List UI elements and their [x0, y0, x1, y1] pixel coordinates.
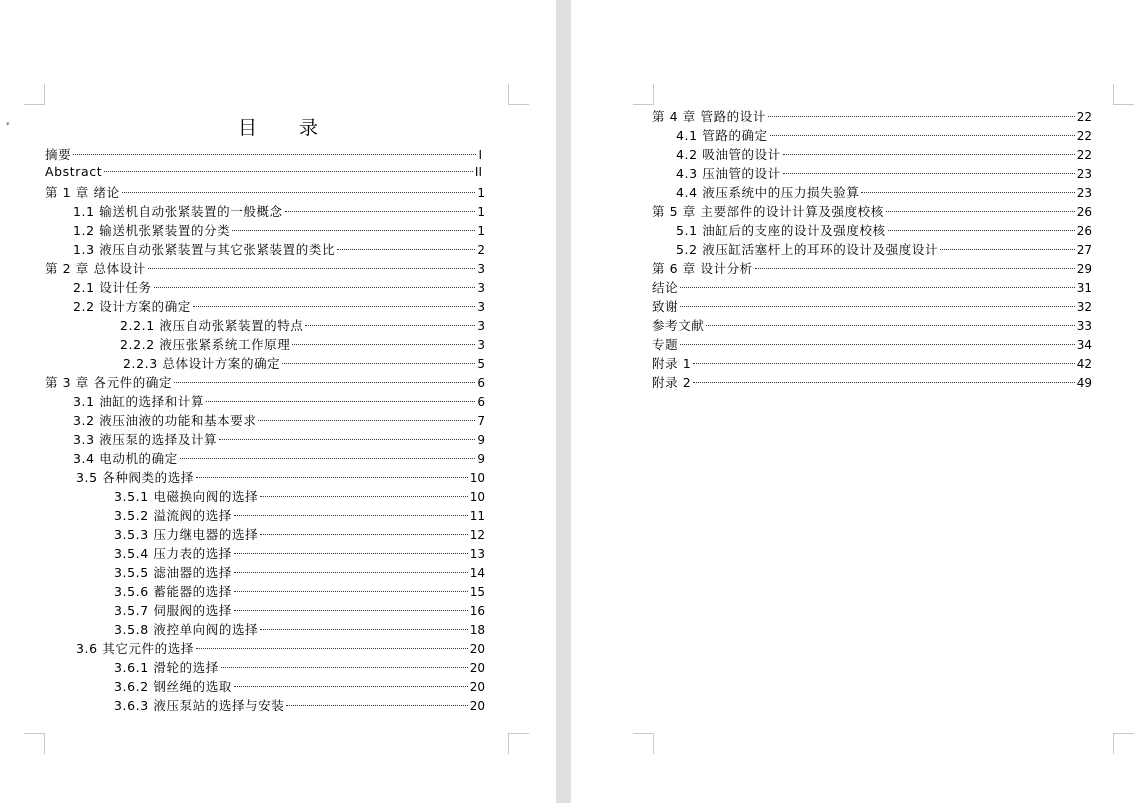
- dot-leader: [221, 667, 468, 668]
- toc-entry-page-number: 1: [477, 186, 485, 200]
- toc-entry-page-number: 32: [1076, 300, 1092, 314]
- toc-entry[interactable]: [652, 107, 1092, 126]
- toc-entry-page-number: 26: [1076, 224, 1092, 238]
- toc-entry-page-number: 5: [477, 357, 485, 371]
- toc-entry[interactable]: [45, 183, 485, 202]
- toc-entry-page-number: 6: [477, 376, 485, 390]
- toc-entry-page-number: 22: [1076, 148, 1092, 162]
- toc-entry-label: 2.1 设计任务: [73, 280, 152, 295]
- toc-entry[interactable]: [45, 373, 485, 392]
- toc-entry[interactable]: [73, 297, 485, 316]
- margin-corner-top-left: [24, 84, 45, 105]
- toc-entry-page-number: 23: [1076, 167, 1092, 181]
- dot-leader: [206, 401, 475, 402]
- toc-entry-page-number: 29: [1076, 262, 1092, 276]
- dot-leader: [73, 154, 476, 155]
- toc-entry-page-number: 3: [477, 262, 485, 276]
- dot-leader: [940, 249, 1075, 250]
- toc-entry-page-number: 31: [1076, 281, 1092, 295]
- toc-entry[interactable]: [45, 259, 485, 278]
- dot-leader: [770, 135, 1075, 136]
- dot-leader: [196, 477, 468, 478]
- toc-entry-page-number: I: [478, 148, 482, 162]
- toc-entry-page-number: 7: [477, 414, 485, 428]
- dot-leader: [148, 268, 475, 269]
- dot-leader: [122, 192, 476, 193]
- dot-leader: [706, 325, 1074, 326]
- margin-corner-top-left: [633, 84, 654, 105]
- toc-entry-label: 3.5.8 液控单向阀的选择: [114, 622, 259, 637]
- toc-entry-label: 第 1 章 绪论: [45, 185, 120, 200]
- dot-leader: [234, 591, 468, 592]
- toc-entry-label: 第 4 章 管路的设计: [652, 109, 766, 124]
- toc-entry-label: 3.6.3 液压泵站的选择与安装: [114, 698, 285, 713]
- dot-leader: [292, 344, 475, 345]
- toc-entry[interactable]: [652, 202, 1092, 221]
- dot-leader: [219, 439, 475, 440]
- dot-leader: [193, 306, 475, 307]
- dot-leader: [693, 363, 1074, 364]
- dot-leader: [768, 116, 1075, 117]
- toc-entry-page-number: 22: [1076, 110, 1092, 124]
- toc-entry-page-number: 6: [477, 395, 485, 409]
- toc-entry-page-number: 10: [469, 471, 485, 485]
- toc-entry-label: 3.6.1 滑轮的选择: [114, 660, 219, 675]
- toc-entry-label: 4.4 液压系统中的压力损失验算: [676, 185, 860, 200]
- dot-leader: [888, 230, 1075, 231]
- toc-entry-page-number: 11: [469, 509, 485, 523]
- toc-entry-label: 4.1 管路的确定: [676, 128, 768, 143]
- toc-entry-label: 3.5.4 压力表的选择: [114, 546, 232, 561]
- dot-leader: [286, 705, 467, 706]
- toc-entry-page-number: 3: [477, 319, 485, 333]
- toc-entry[interactable]: [73, 240, 485, 259]
- toc-entry-label: 结论: [652, 280, 679, 295]
- toc-entry-page-number: 3: [477, 281, 485, 295]
- toc-entry-label: 附录 1: [652, 356, 692, 371]
- dot-leader: [180, 458, 476, 459]
- toc-entry[interactable]: [114, 544, 485, 563]
- dot-leader: [234, 515, 468, 516]
- toc-entry-label: 3.5.7 伺服阀的选择: [114, 603, 232, 618]
- toc-entry-label: 1.1 输送机自动张紧装置的一般概念: [73, 204, 283, 219]
- dot-leader: [258, 420, 475, 421]
- dot-leader: [886, 211, 1075, 212]
- toc-entry-label: 3.5.6 蓄能器的选择: [114, 584, 232, 599]
- toc-entry[interactable]: [45, 164, 482, 183]
- toc-entry-page-number: 2: [477, 243, 485, 257]
- toc-entry-label: 3.6 其它元件的选择: [76, 641, 194, 656]
- toc-entry-page-number: 10: [469, 490, 485, 504]
- dot-leader: [783, 154, 1075, 155]
- toc-entry[interactable]: [73, 411, 485, 430]
- margin-corner-bottom-right: [1113, 733, 1134, 754]
- toc-entry[interactable]: [73, 278, 485, 297]
- dot-leader: [693, 382, 1074, 383]
- toc-entry-label: 3.5 各种阀类的选择: [76, 470, 194, 485]
- toc-entry-page-number: 13: [469, 547, 485, 561]
- dot-leader: [305, 325, 475, 326]
- toc-entry[interactable]: [73, 449, 485, 468]
- toc-entry-label: 第 5 章 主要部件的设计计算及强度校核: [652, 204, 884, 219]
- margin-corner-top-right: [1113, 84, 1134, 105]
- toc-entry[interactable]: [73, 430, 485, 449]
- toc-entry-page-number: 18: [469, 623, 485, 637]
- toc-entry[interactable]: [652, 259, 1092, 278]
- margin-corner-top-right: [508, 84, 529, 105]
- dot-leader: [260, 496, 468, 497]
- dot-leader: [680, 344, 1075, 345]
- dot-leader: [154, 287, 476, 288]
- toc-entry-label: 1.2 输送机张紧装置的分类: [73, 223, 231, 238]
- toc-entry[interactable]: [652, 278, 1092, 297]
- toc-entry-label: 4.3 压油管的设计: [676, 166, 781, 181]
- dot-leader: [196, 648, 468, 649]
- toc-entry-label: 3.5.5 滤油器的选择: [114, 565, 232, 580]
- toc-entry[interactable]: [76, 639, 485, 658]
- toc-entry-label: 第 2 章 总体设计: [45, 261, 146, 276]
- toc-entry[interactable]: [676, 183, 1092, 202]
- dot-leader: [755, 268, 1075, 269]
- toc-entry-page-number: 33: [1076, 319, 1092, 333]
- toc-entry-page-number: 49: [1076, 376, 1092, 390]
- dot-leader: [680, 306, 1075, 307]
- toc-entry-label: 2.2.3 总体设计方案的确定: [123, 356, 281, 371]
- toc-entry-page-number: 42: [1076, 357, 1092, 371]
- toc-entry-page-number: 12: [469, 528, 485, 542]
- toc-entry-page-number: 3: [477, 300, 485, 314]
- toc-entry-label: 3.2 液压油液的功能和基本要求: [73, 413, 257, 428]
- toc-entry-page-number: 20: [469, 680, 485, 694]
- toc-entry-label: 1.3 液压自动张紧装置与其它张紧装置的类比: [73, 242, 336, 257]
- toc-entry-label: 3.5.1 电磁换向阀的选择: [114, 489, 259, 504]
- toc-entry-label: 3.1 油缸的选择和计算: [73, 394, 205, 409]
- toc-entry-page-number: 15: [469, 585, 485, 599]
- toc-entry-label: 3.5.2 溢流阀的选择: [114, 508, 232, 523]
- toc-entry-page-number: 20: [469, 699, 485, 713]
- toc-entry[interactable]: [652, 297, 1092, 316]
- dot-leader: [285, 211, 476, 212]
- toc-entry[interactable]: [73, 221, 485, 240]
- dot-leader: [234, 572, 468, 573]
- toc-entry-page-number: 20: [469, 661, 485, 675]
- toc-entry[interactable]: [114, 620, 485, 639]
- toc-entry[interactable]: [114, 563, 485, 582]
- toc-entry-page-number: 34: [1076, 338, 1092, 352]
- toc-entry-label: 第 3 章 各元件的确定: [45, 375, 173, 390]
- toc-entry[interactable]: [652, 373, 1092, 392]
- document-page-right: [571, 0, 1139, 803]
- dot-leader: [282, 363, 475, 364]
- toc-entry-page-number: 9: [477, 433, 485, 447]
- toc-entry-label: 3.3 液压泵的选择及计算: [73, 432, 218, 447]
- toc-entry[interactable]: [114, 525, 485, 544]
- toc-entry[interactable]: [114, 582, 485, 601]
- collapse-marker-icon: ▾: [6, 120, 10, 128]
- toc-entry-label: 参考文献: [652, 318, 705, 333]
- toc-entry[interactable]: [676, 221, 1092, 240]
- toc-entry[interactable]: [120, 335, 485, 354]
- dot-leader: [234, 553, 468, 554]
- toc-entry-label: 专题: [652, 337, 679, 352]
- toc-entry-page-number: 9: [477, 452, 485, 466]
- toc-entry[interactable]: [76, 468, 485, 487]
- dot-leader: [234, 686, 468, 687]
- toc-entry-page-number: 22: [1076, 129, 1092, 143]
- toc-entry-label: 致谢: [652, 299, 679, 314]
- margin-corner-bottom-left: [633, 733, 654, 754]
- toc-entry[interactable]: [652, 335, 1092, 354]
- margin-corner-bottom-right: [508, 733, 529, 754]
- toc-entry-label: 3.4 电动机的确定: [73, 451, 178, 466]
- toc-entry-label: 5.1 油缸后的支座的设计及强度校核: [676, 223, 886, 238]
- toc-entry-page-number: 3: [477, 338, 485, 352]
- toc-entry-page-number: 26: [1076, 205, 1092, 219]
- toc-entry-page-number: 27: [1076, 243, 1092, 257]
- toc-entry-label: 4.2 吸油管的设计: [676, 147, 781, 162]
- toc-entry[interactable]: [652, 316, 1092, 335]
- toc-entry-page-number: 20: [469, 642, 485, 656]
- toc-entry[interactable]: [652, 354, 1092, 373]
- toc-entry-page-number: 23: [1076, 186, 1092, 200]
- toc-entry[interactable]: [676, 145, 1092, 164]
- toc-entry[interactable]: [676, 240, 1092, 259]
- dot-leader: [680, 287, 1075, 288]
- toc-entry-label: 5.2 液压缸活塞杆上的耳环的设计及强度设计: [676, 242, 939, 257]
- toc-entry[interactable]: [114, 506, 485, 525]
- toc-entry-label: 第 6 章 设计分析: [652, 261, 753, 276]
- toc-entry[interactable]: [114, 677, 485, 696]
- toc-entry-label: 2.2.2 液压张紧系统工作原理: [120, 337, 291, 352]
- toc-entry[interactable]: [73, 202, 485, 221]
- toc-title: 目 录: [237, 117, 337, 139]
- toc-entry-page-number: 1: [477, 205, 485, 219]
- dot-leader: [104, 171, 473, 172]
- toc-entry[interactable]: [676, 164, 1092, 183]
- dot-leader: [337, 249, 475, 250]
- toc-entry-page-number: 1: [477, 224, 485, 238]
- dot-leader: [260, 629, 468, 630]
- toc-entry[interactable]: [123, 354, 485, 373]
- toc-entry[interactable]: [114, 658, 485, 677]
- toc-entry-page-number: 16: [469, 604, 485, 618]
- toc-entry[interactable]: [114, 601, 485, 620]
- document-page-left: [0, 0, 556, 803]
- toc-entry-label: 3.5.3 压力继电器的选择: [114, 527, 259, 542]
- dot-leader: [861, 192, 1074, 193]
- dot-leader: [232, 230, 475, 231]
- toc-entry-label: 2.2.1 液压自动张紧装置的特点: [120, 318, 304, 333]
- toc-entry-label: 摘要: [45, 147, 72, 162]
- margin-corner-bottom-left: [24, 733, 45, 754]
- toc-entry-label: Abstract: [45, 164, 103, 179]
- toc-entry[interactable]: [45, 145, 482, 164]
- dot-leader: [260, 534, 468, 535]
- toc-entry-label: 3.6.2 钢丝绳的选取: [114, 679, 232, 694]
- dot-leader: [234, 610, 468, 611]
- toc-entry[interactable]: [73, 392, 485, 411]
- toc-entry[interactable]: [114, 696, 485, 715]
- toc-entry-label: 附录 2: [652, 375, 692, 390]
- toc-entry-label: 2.2 设计方案的确定: [73, 299, 191, 314]
- toc-entry-page-number: 14: [469, 566, 485, 580]
- dot-leader: [174, 382, 475, 383]
- toc-entry[interactable]: [114, 487, 485, 506]
- dot-leader: [783, 173, 1075, 174]
- toc-entry-page-number: II: [474, 165, 482, 179]
- toc-entry[interactable]: [676, 126, 1092, 145]
- toc-entry[interactable]: [120, 316, 485, 335]
